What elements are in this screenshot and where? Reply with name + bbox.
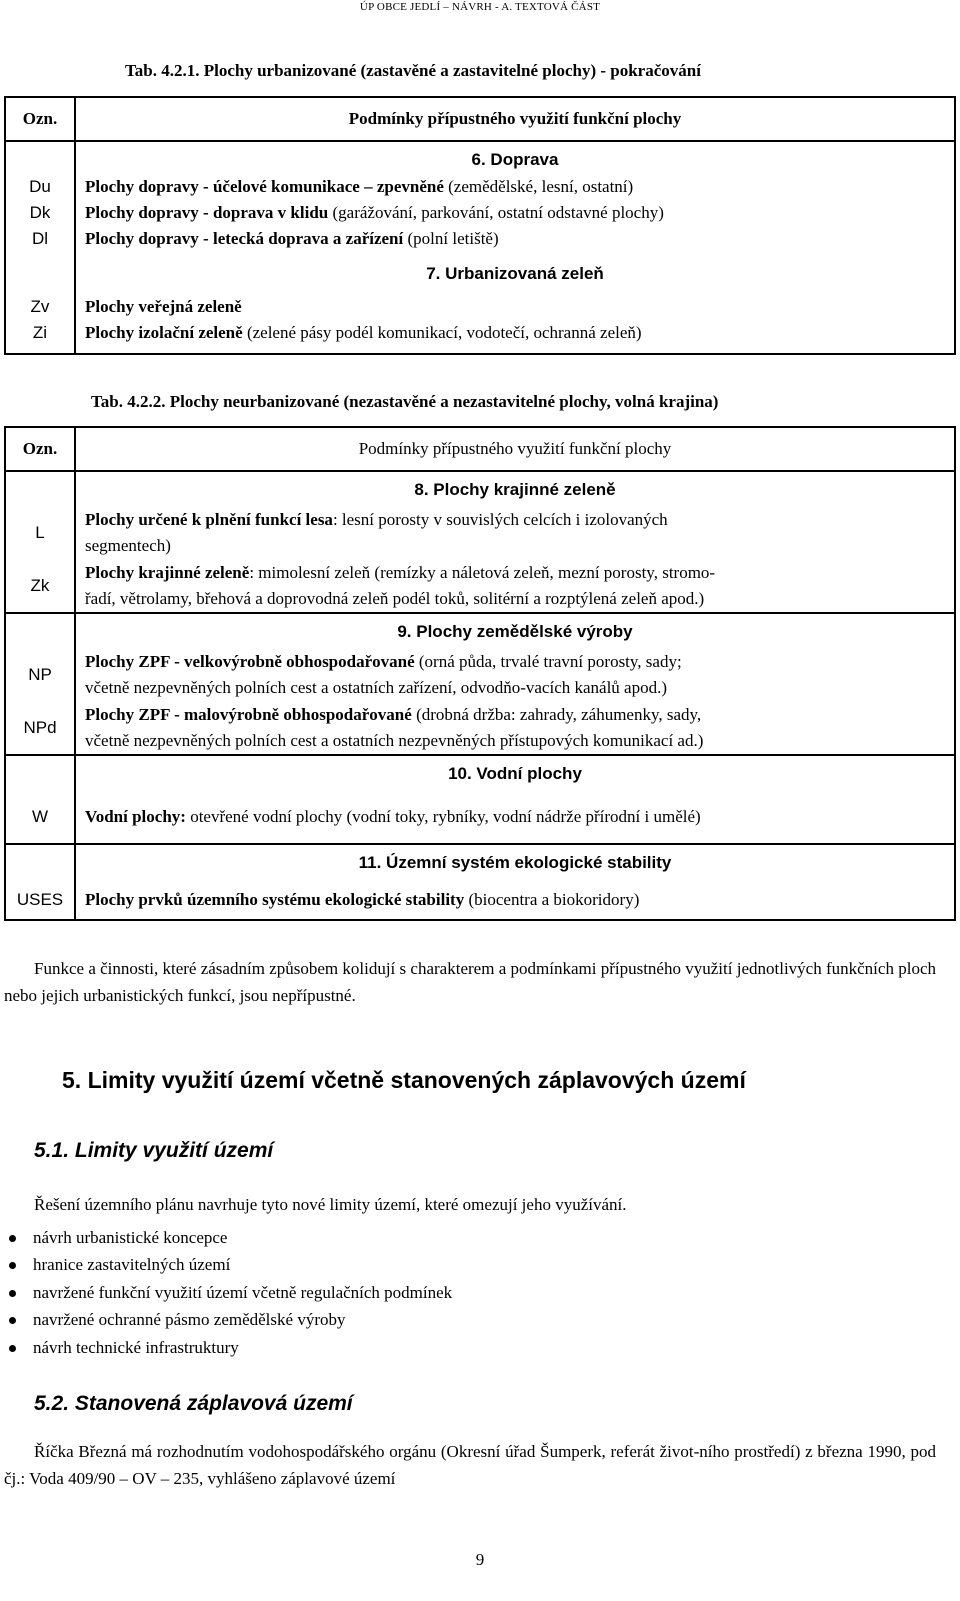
code-cell-empty — [5, 141, 75, 170]
section-title-transport: 6. Doprava — [75, 141, 955, 170]
row-uses: Plochy prvků územního systému ekologické stability (biocentra a biokoridory) — [75, 880, 955, 920]
code-dk: Dk — [29, 203, 51, 222]
section-title-water: 10. Vodní plochy — [75, 755, 955, 791]
row-np: Plochy ZPF - velkovýrobně obhospodařované (orná půda, trvalé travní porosty, sady; včetně nezpevněných polních cest a ostatních zařízení, odvodňo-vacích kanálů apod.) — [75, 649, 955, 701]
row-zi: Plochy izolační zeleně (zelené pásy podél komunikací, vodotečí, ochranná zeleň) — [85, 323, 642, 342]
page-number: 9 — [475, 1550, 485, 1569]
code-du: Du — [29, 177, 51, 196]
table-urbanized-areas — [4, 96, 956, 355]
code-cell-transport — [5, 170, 75, 256]
desc-cell-transport — [75, 170, 955, 256]
paragraph-new-limits: Řešení územního plánu navrhuje tyto nové limity území, které omezují jeho využívání. — [34, 1195, 627, 1214]
col-header-code: Ozn. — [5, 427, 75, 471]
list-item: navržené ochranné pásmo zemědělské výroby — [4, 1306, 452, 1333]
section-title-landscape-green: 8. Plochy krajinné zeleně — [75, 471, 955, 507]
list-item: navržené funkční využití území včetně regulačních podmínek — [4, 1279, 452, 1306]
row-npd: Plochy ZPF - malovýrobně obhospodařované (drobná držba: zahrady, záhumenky, sady, včetně nezpevněných polních cest a ostatních nezpevněných přístupových komunikací ad.) — [75, 701, 955, 755]
row-zv: Plochy veřejná zeleně — [85, 297, 242, 316]
row-dl: Plochy dopravy - letecká doprava a zařízení (polní letiště) — [85, 229, 499, 248]
code-cell-empty — [5, 844, 75, 880]
code-dl: Dl — [31, 229, 49, 248]
heading-section-5-1: 5.1. Limity využití území — [34, 1139, 274, 1162]
col-header-desc: Podmínky přípustného využití funkční plochy — [75, 97, 955, 141]
code-np: NP — [5, 649, 75, 701]
paragraph-prohibited-functions: Funkce a činnosti, které zásadním způsobem kolidují s charakterem a podmínkami přípustného využití jednotlivých funkčních ploch nebo jejich urbanistických funkcí, jsou nepřípustné. — [4, 959, 936, 1005]
desc-cell-urban-green — [75, 292, 955, 354]
code-zv: Zv — [30, 297, 50, 316]
code-cell-urban-green — [5, 292, 75, 354]
bullet-icon — [9, 1262, 16, 1269]
code-cell-empty — [5, 613, 75, 649]
code-npd: NPd — [5, 701, 75, 755]
section-title-uses: 11. Územní systém ekologické stability — [75, 844, 955, 880]
table1-caption: Tab. 4.2.1. Plochy urbanizované (zastavěné a zastavitelné plochy) - pokračování — [125, 61, 701, 80]
table-non-urbanized-areas — [4, 426, 956, 921]
col-header-desc: Podmínky přípustného využití funkční plochy — [75, 427, 955, 471]
code-cell-empty — [5, 471, 75, 507]
bullet-icon — [9, 1317, 16, 1324]
limits-list — [4, 1224, 452, 1361]
code-zk: Zk — [5, 559, 75, 613]
table2-caption: Tab. 4.2.2. Plochy neurbanizované (nezastavěné a nezastavitelné plochy, volná krajina) — [91, 392, 719, 411]
code-l: L — [5, 507, 75, 559]
code-zi: Zi — [32, 323, 48, 342]
code-uses: USES — [5, 880, 75, 920]
list-item: návrh urbanistické koncepce — [4, 1224, 452, 1251]
row-l: Plochy určené k plnění funkcí lesa: lesní porosty v souvislých celcích i izolovaných segmentech) — [75, 507, 955, 559]
code-w: W — [5, 791, 75, 844]
code-cell-empty — [5, 755, 75, 791]
bullet-icon — [9, 1235, 16, 1242]
code-cell-empty — [5, 256, 75, 292]
row-du: Plochy dopravy - účelové komunikace – zpevněné (zemědělské, lesní, ostatní) — [85, 177, 634, 196]
section-title-urban-green: 7. Urbanizovaná zeleň — [75, 256, 955, 292]
row-w: Vodní plochy: otevřené vodní plochy (vodní toky, rybníky, vodní nádrže přírodní i umělé) — [75, 791, 955, 844]
heading-section-5-2: 5.2. Stanovená záplavová území — [34, 1392, 353, 1415]
list-item: hranice zastavitelných území — [4, 1251, 452, 1278]
bullet-icon — [9, 1345, 16, 1352]
col-header-code: Ozn. — [5, 97, 75, 141]
heading-section-5: 5. Limity využití území včetně stanovených záplavových území — [62, 1067, 746, 1093]
bullet-icon — [9, 1290, 16, 1297]
running-header: ÚP OBCE JEDLÍ – NÁVRH - A. TEXTOVÁ ČÁST — [359, 1, 601, 13]
row-dk: Plochy dopravy - doprava v klidu (garážování, parkování, ostatní odstavné plochy) — [85, 203, 664, 222]
row-zk: Plochy krajinné zeleně: mimolesní zeleň (remízky a náletová zeleň, mezní porosty, stromo- řadí, větrolamy, břehová a doprovodná zeleň podél toků, solitérní a rozptýlená zeleň apod.) — [75, 559, 955, 613]
paragraph-flood-zone: Říčka Březná má rozhodnutím vodohospodářského orgánu (Okresní úřad Šumperk, referát život-ního prostředí) z března 1990, pod čj.: Voda 409/90 – OV – 235, vyhlášeno záplavové území — [4, 1442, 936, 1488]
list-item: návrh technické infrastruktury — [4, 1334, 452, 1361]
section-title-agriculture: 9. Plochy zemědělské výroby — [75, 613, 955, 649]
